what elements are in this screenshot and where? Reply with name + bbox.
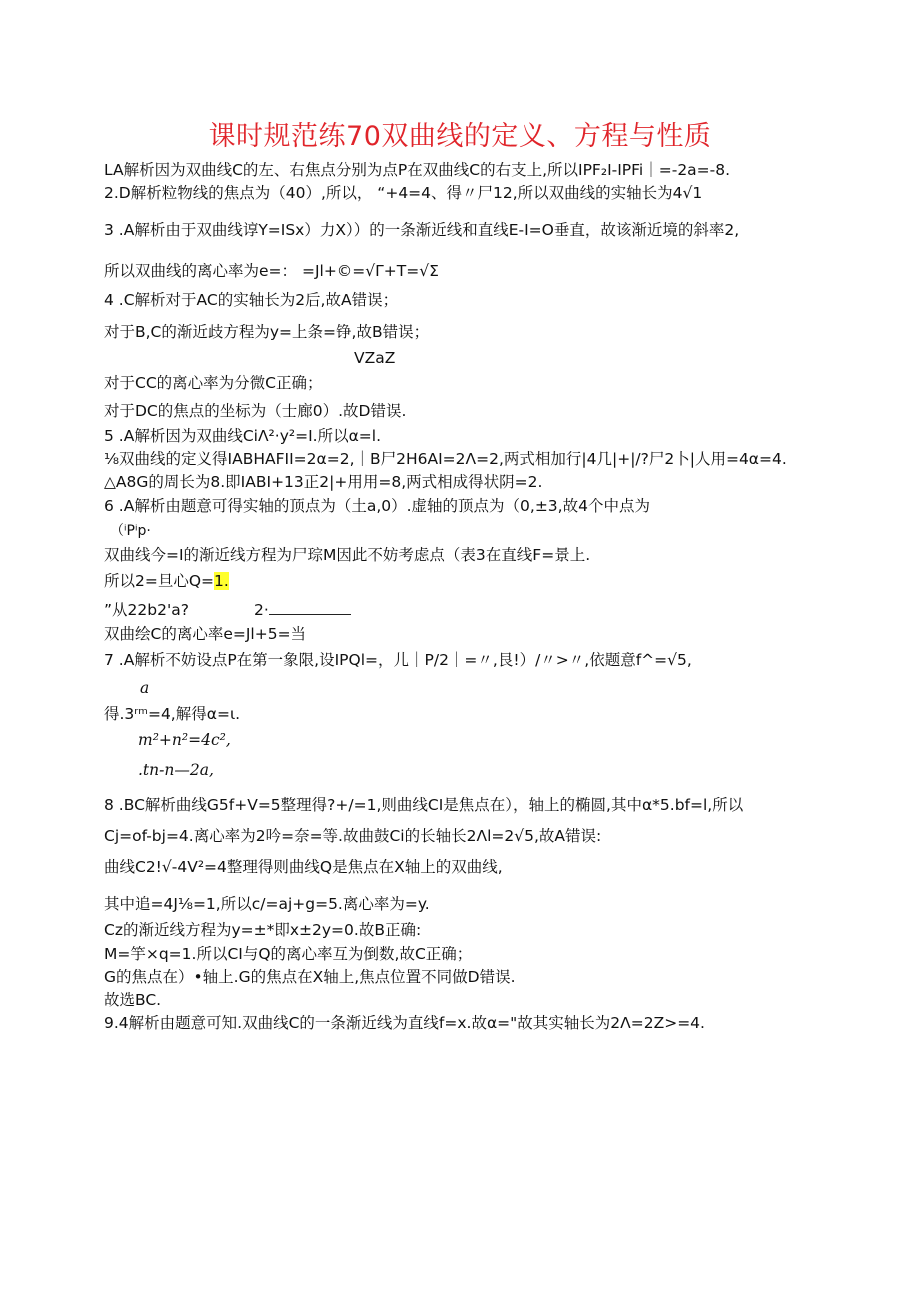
answer-7-eq1: m²+n²=4c², <box>138 731 231 749</box>
answer-1: LA解析因为双曲线C的左、右焦点分别为点P在双曲线C的右支上,所以IPF₂I-IPFi｜=-2a=-8. <box>104 161 731 179</box>
fraction-rule <box>269 600 351 615</box>
highlighted-text: 1. <box>214 572 229 590</box>
answer-7: 7 .A解析不妨设点P在第一象限,设IPQl=，儿｜P/2｜=〃,艮!）/〃>〃,依题意f^=√5, <box>104 651 692 669</box>
answer-7-eq2: .tn-n—2a, <box>138 761 214 779</box>
answer-9: 9.4解析由题意可知.双曲线C的一条渐近线为直线f=x.故α="故其实轴长为2Λ=2Z>=4. <box>104 1014 705 1032</box>
answer-2: 2.D解析粒物线的焦点为（40）,所以， “+4=4、得〃尸12,所以双曲线的实轴长为4√1 <box>104 184 703 202</box>
answer-4-b: 对于B,C的渐近歧方程为y=上条=铮,故B错误； <box>104 323 430 341</box>
answer-6-d-right <box>254 600 351 620</box>
answer-3: 3 .A解析由于双曲线谆Y=ISx）力X））的一条渐近线和直线E-I=O垂直，故该渐近境的斜率2, <box>104 221 740 239</box>
answer-6-points: （ⁱPⁱp· <box>110 523 151 539</box>
answer-7-b: 得.3ʳᵐ=4,解得α=ι. <box>104 705 241 723</box>
answer-8-b: Cj=of-bj=4.离心率为2吟=奈=等.故曲鼓Ci的长轴长2Λl=2√5,故A错误: <box>104 827 602 845</box>
answer-8: 8 .BC解析曲线G5f+V=5整理得?+/=1,则曲线CI是焦点在），轴上的椭圆,其中α*5.bf=l,所以 <box>104 796 744 814</box>
answer-4-fraction: VZaZ <box>354 349 396 367</box>
answer-8-e: Cz的渐近线方程为y=±*即x±2y=0.故B正确: <box>104 921 422 939</box>
answer-8-h: 故选BC. <box>104 991 162 1009</box>
answer-6-c-text: 所以2=旦心Q= <box>104 572 215 590</box>
answer-5-c: △A8G的周长为8.即IABI+13正2|+用用=8,两式相成得状阴=2. <box>104 473 543 491</box>
document-title: 课时规范练70双曲线的定义、方程与性质 <box>208 121 712 152</box>
answer-5-b: ⅛双曲线的定义得IABHAFII=2α=2,｜B尸2H6AI=2Λ=2,两式相加行|4几|+|/?尸2卜|人用=4α=4. <box>104 450 787 468</box>
answer-6-c <box>104 571 229 591</box>
answer-8-g: G的焦点在）•轴上.G的焦点在X轴上,焦点位置不同做D错误. <box>104 968 516 986</box>
answer-4-d: 对于DC的焦点的坐标为（士廊0）.故D错误. <box>104 402 407 420</box>
answer-6: 6 .A解析由题意可得实轴的顶点为（土a,0）.虚轴的顶点为（0,±3,故4个中点为 <box>104 497 650 515</box>
answer-6-d-text: ”从22b2'a? <box>104 601 189 619</box>
answer-8-c: 曲线C2!√-4V²=4整理得则曲线Q是焦点在X轴上的双曲线, <box>104 858 503 876</box>
answer-3-cont: 所以双曲线的离心率为e=： =Jl+©=√Γ+T=√Σ <box>104 262 439 280</box>
answer-6-d-denominator: 2· <box>254 601 269 619</box>
answer-7-a: a <box>140 679 150 697</box>
answer-8-f: M=竽×q=1.所以CI与Q的离心率互为倒数,故C正确； <box>104 945 473 963</box>
answer-4: 4 .C解析对于AC的实轴长为2后,故A错误； <box>104 291 399 309</box>
answer-8-d: 其中追=4J⅛=1,所以c/=aj+g=5.离心率为=y. <box>104 895 430 913</box>
answer-6-b: 双曲线今=I的渐近线方程为尸琮M因此不妨考虑点（表3在直线F=景上. <box>104 546 591 564</box>
answer-4-c: 对于CC的离心率为分微C正确； <box>104 374 323 392</box>
answer-5: 5 .A解析因为双曲线CiΛ²·y²=I.所以α=l. <box>104 427 382 445</box>
answer-6-d <box>104 600 189 620</box>
answer-6-e: 双曲绘C的离心率e=Jl+5=当 <box>104 625 307 643</box>
